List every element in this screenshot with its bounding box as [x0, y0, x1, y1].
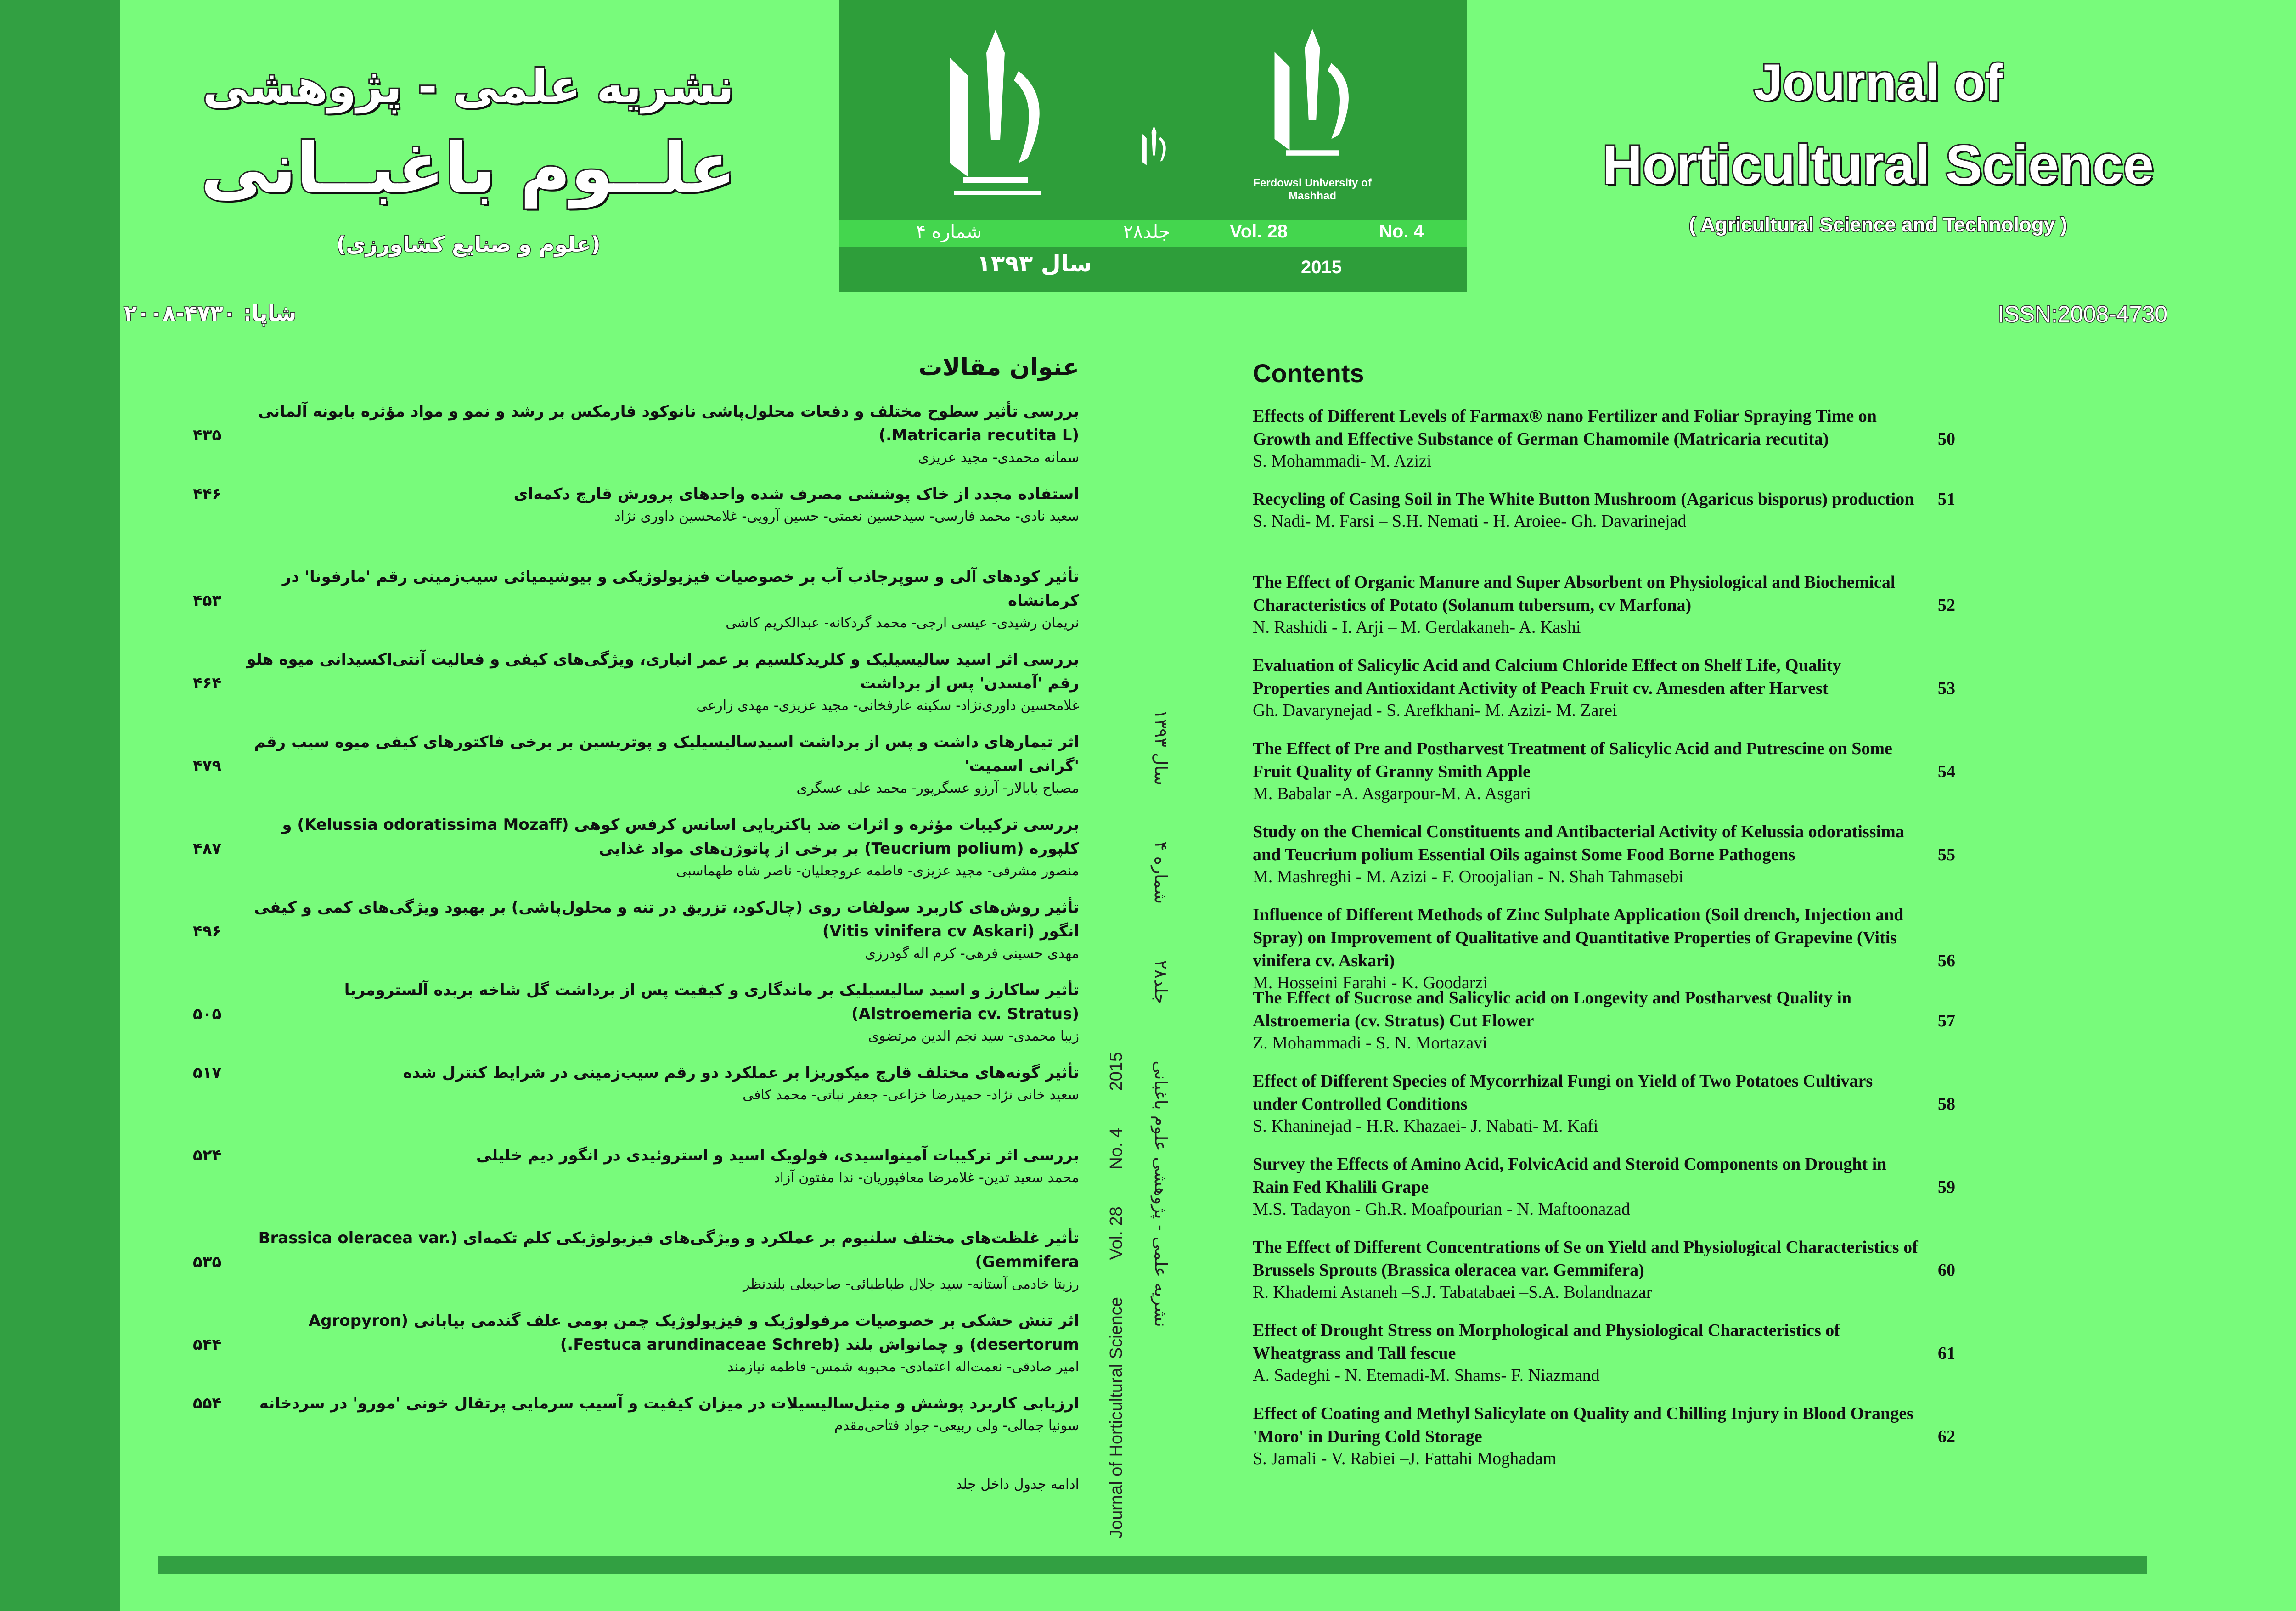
toc-entry	[193, 813, 1079, 896]
spine-fa	[1134, 317, 1171, 1327]
article-authors: رزیتا خادمی آستانه- سید جلال طباطبائی- صاحبعلی بلندنظر	[743, 1276, 1079, 1292]
toc-entry	[193, 1143, 1079, 1226]
article-authors: M. Hosseini Farahi - K. Goodarzi	[1253, 973, 1488, 992]
university-logo-icon	[936, 25, 1055, 209]
article-page-number: 59	[1938, 1177, 1955, 1197]
article-authors: M. Babalar -A. Asgarpour-M. A. Asgari	[1253, 784, 1531, 803]
article-authors: M. Mashreghi - M. Azizi - F. Oroojalian - N. Shah Tahmasebi	[1253, 867, 1684, 886]
spine-en-no: No. 4	[1107, 1127, 1126, 1170]
toc-entry	[1253, 1402, 1955, 1485]
article-page-number: 52	[1938, 596, 1955, 615]
contents-heading-fa: عنوان مقالات	[918, 354, 1079, 381]
left-color-bar	[0, 0, 120, 1611]
toc-entry	[1253, 1319, 1955, 1402]
year-fa: سال ۱۳۹۳	[977, 250, 1092, 277]
article-page-number: ۴۹۶	[193, 922, 222, 941]
article-page-number: ۴۴۶	[193, 485, 222, 503]
issn-fa: شاپا: ۴۷۳۰-۲۰۰۸	[124, 301, 297, 326]
article-authors: A. Sadeghi - N. Etemadi-M. Shams- F. Niazmand	[1253, 1366, 1600, 1385]
article-page-number: ۵۳۵	[193, 1253, 222, 1271]
article-title: Influence of Different Methods of Zinc Sulphate Application (Soil drench, Injection and Spray) on Improvement of Qualitative and Quantitative Properties of Grapevine (Vitis vinifera cv. Askari)	[1253, 905, 1904, 970]
contents-heading: Contents	[1253, 359, 1364, 388]
article-authors: سعید خانی نژاد- حمیدرضا خزاعی- جعفر نباتی- محمد کافی	[743, 1087, 1079, 1103]
journal-title-line1: Journal of	[1754, 54, 2003, 111]
issue-number-fa: شماره ۴	[916, 221, 982, 242]
article-page-number: 61	[1938, 1344, 1955, 1363]
article-title: The Effect of Organic Manure and Super Absorbent on Physiological and Biochemical Characteristics of Potato (Solanum tubersum, cv Marfona)	[1253, 573, 1896, 615]
toc-entry	[1253, 820, 1955, 903]
article-page-number: 58	[1938, 1094, 1955, 1114]
toc-entry	[1253, 488, 1955, 571]
article-page-number: ۴۳۵	[193, 426, 222, 445]
university-logo-en-icon	[1253, 25, 1372, 177]
article-authors: سعید نادی- محمد فارسی- سیدحسین نعمتی- حسین آرویی- غلامحسین داوری نژاد	[614, 508, 1079, 524]
center-banner	[839, 0, 1467, 292]
article-title: The Effect of Different Concentrations of Se on Yield and Physiological Characteristics of Brussels Sprouts (Brassica oleracea var. Gemmifera)	[1253, 1238, 1918, 1280]
article-title: تأثیر کودهای آلی و سوپرجاذب آب بر خصوصیات فیزیولوژیکی و بیوشیمیائی سیب‌زمینی رقم 'مارفونا' در کرمانشاه	[282, 568, 1079, 610]
article-page-number: 50	[1938, 429, 1955, 449]
toc-entry	[1253, 1153, 1955, 1236]
university-name: Ferdowsi University of Mashhad	[1253, 177, 1372, 202]
article-page-number: ۵۲۴	[193, 1146, 222, 1165]
article-authors: سونیا جمالی- ولی ربیعی- جواد فتاحی‌مقدم	[834, 1418, 1079, 1434]
issn-en: ISSN:2008-4730	[1998, 301, 2167, 327]
article-authors: نریمان رشیدی- عیسی ارجی- محمد گردکانه- عبدالکریم کاشی	[726, 615, 1079, 631]
article-authors: زیبا محمدی- سید نجم الدین مرتضوی	[868, 1028, 1079, 1044]
article-title: ارزیابی کاربرد پوشش و متیل‌سالیسیلات در میزان کیفیت و آسیب سرمایی پرتقال خونی 'مورو' در سردخانه	[259, 1394, 1079, 1413]
article-authors: غلامحسین داوری‌نژاد- سکینه عارفخانی- مجید عزیزی- مهدی زارعی	[696, 698, 1079, 714]
article-authors: Z. Mohammadi - S. N. Mortazavi	[1253, 1033, 1487, 1053]
article-page-number: ۵۰۵	[193, 1005, 222, 1023]
spine-fa-no: شماره ۴	[1151, 841, 1171, 904]
bottom-color-bar	[158, 1556, 2147, 1574]
article-title: Evaluation of Salicylic Acid and Calcium Chloride Effect on Shelf Life, Quality Properties and Antioxidant Activity of Peach Fruit cv. Amesden after Harvest	[1253, 656, 1841, 698]
toc-entry	[193, 565, 1079, 648]
article-title: تأثیر روش‌های کاربرد سولفات روی (چال‌کود، تزریق در تنه و محلول‌پاشی) بر بهبود ویژگی‌های کمی و کیفی انگور (Vitis vinifera cv Askari)	[254, 898, 1079, 941]
article-authors: S. Nadi- M. Farsi – S.H. Nemati - H. Aroiee- Gh. Davarinejad	[1253, 512, 1687, 531]
contents-en	[1253, 358, 1955, 1485]
journal-subtitle: ( Agricultural Science and Technology )	[1689, 214, 2067, 236]
article-page-number: ۴۶۴	[193, 674, 222, 693]
article-page-number: 62	[1938, 1427, 1955, 1446]
toc-entry	[1253, 405, 1955, 488]
article-page-number: ۴۷۹	[193, 757, 222, 775]
issue-number-en: No. 4	[1379, 221, 1424, 242]
article-page-number: ۵۱۷	[193, 1064, 222, 1082]
article-title: Study on the Chemical Constituents and Antibacterial Activity of Kelussia odoratissima and Teucrium polium Essential Oils against Some Food Borne Pathogens	[1253, 822, 1904, 864]
article-title: Recycling of Casing Soil in The White Button Mushroom (Agaricus bisporus) production	[1253, 490, 1914, 509]
article-authors: محمد سعید تدین- غلامرضا معافپوریان- ندا مفتون آزاد	[774, 1170, 1079, 1186]
journal-title-line2: Horticultural Science	[1602, 134, 2154, 196]
journal-title-fa-line1: نشریه علمی - پژوهشی	[203, 60, 734, 113]
year-en: 2015	[1301, 257, 1342, 277]
article-authors: سمانه محمدی- مجید عزیزی	[918, 450, 1079, 466]
toc-entry	[193, 978, 1079, 1061]
article-title: تأثیر غلظت‌های مختلف سلنیوم بر عملکرد و ویژگی‌های فیزیولوژیکی کلم تکمه‌ای (Brassica oleracea var. Gemmifera)	[258, 1229, 1079, 1271]
article-authors: R. Khademi Astaneh –S.J. Tabatabaei –S.A. Bolandnazar	[1253, 1283, 1652, 1302]
spine-en-vol: Vol. 28	[1107, 1206, 1126, 1260]
article-page-number: 54	[1938, 762, 1955, 781]
article-authors: S. Mohammadi- M. Azizi	[1253, 451, 1432, 471]
article-title: The Effect of Pre and Postharvest Treatment of Salicylic Acid and Putrescine on Some Fruit Quality of Granny Smith Apple	[1253, 739, 1892, 781]
article-page-number: 53	[1938, 679, 1955, 698]
spine-en-title: Journal of Horticultural Science	[1107, 1297, 1126, 1538]
article-title: Effect of Coating and Methyl Salicylate on Quality and Chilling Injury in Blood Oranges 'Moro' in During Cold Storage	[1253, 1404, 1913, 1446]
article-authors: S. Jamali - V. Rabiei –J. Fattahi Moghadam	[1253, 1449, 1557, 1468]
volume-fa: جلد۲۸	[1123, 221, 1170, 242]
spine-en-year: 2015	[1107, 1052, 1126, 1091]
article-page-number: 51	[1938, 490, 1955, 509]
article-title: بررسی اثر ترکیبات آمینواسیدی، فولویک اسید و استروئیدی در انگور دیم خلیلی	[476, 1146, 1079, 1165]
toc-entry	[1253, 903, 1955, 992]
article-title: Effects of Different Levels of Farmax® nano Fertilizer and Foliar Spraying Time on Growth and Effective Substance of German Chamomile (Matricaria recutita)	[1253, 406, 1877, 449]
article-authors: مهدی حسینی فرهی- کرم اله گودرزی	[865, 946, 1079, 962]
toc-entry	[1253, 986, 1955, 1070]
toc-entry	[1253, 1236, 1955, 1319]
toc-entry	[1253, 654, 1955, 737]
article-title: بررسی تأثیر سطوح مختلف و دفعات محلول‌پاشی نانوکود فارمکس بر رشد و نمو و مواد مؤثره بابونه آلمانی (Matricaria recutita L.)	[258, 402, 1079, 445]
article-page-number: ۵۵۴	[193, 1394, 222, 1413]
article-page-number: 56	[1938, 951, 1955, 970]
article-page-number: 57	[1938, 1011, 1955, 1031]
small-logo-icon	[1138, 124, 1170, 175]
toc-entry	[193, 648, 1079, 730]
article-title: The Effect of Sucrose and Salicylic acid on Longevity and Postharvest Quality in Alstroemeria (cv. Stratus) Cut Flower	[1253, 988, 1852, 1031]
article-title: استفاده مجدد از خاک پوششی مصرف شده واحدهای پرورش قارچ دکمه‌ای	[513, 485, 1079, 503]
spine-fa-vol: جلد۲۸	[1151, 960, 1171, 1005]
article-authors: مصباح بابالار- آرزو عسگرپور- محمد علی عسگری	[796, 780, 1079, 796]
article-title: اثر تنش خشکی بر خصوصیات مرفولوژیک و فیزیولوژیک چمن بومی علف گندمی بیابانی (Agropyron desertorum) و چمانواش بلند (Festuca arundinaceae Schreb.)	[308, 1312, 1079, 1354]
article-page-number: ۴۵۳	[193, 591, 222, 610]
article-title: بررسی اثر اسید سالیسیلیک و کلریدکلسیم بر عمر انباری، ویژگی‌های کیفی و فعالیت آنتی‌اکسیدانی میوه هلو رقم 'آمسدن' پس از برداشت	[246, 650, 1079, 693]
article-title: تأثیر ساکارز و اسید سالیسیلیک بر ماندگاری و کیفیت پس از برداشت گل شاخه بریده آلسترومریا (Alstroemeria cv. Stratus)	[344, 981, 1079, 1023]
toc-entry	[193, 1309, 1079, 1391]
spine-fa-title: نشریه علمی - پژوهشی علوم باغبانی	[1151, 1060, 1171, 1327]
article-title: اثر تیمارهای داشت و پس از برداشت اسیدسالیسیلیک و پوتریسین بر برخی فاکتورهای کیفی میوه سیب رقم 'گرانی اسمیت'	[254, 733, 1079, 775]
toc-entry	[193, 400, 1079, 482]
volume-en: Vol. 28	[1230, 221, 1288, 242]
article-authors: N. Rashidi - I. Arji – M. Gerdakaneh- A. Kashi	[1253, 618, 1581, 637]
article-page-number: 55	[1938, 845, 1955, 864]
toc-entry	[1253, 737, 1955, 820]
article-title: بررسی ترکیبات مؤثره و اثرات ضد باکتریایی اسانس کرفس کوهی (Kelussia odoratissima Mozaff) و کلپوره (Teucrium polium) بر برخی از پاتوژن‌های مواد غذایی	[282, 816, 1079, 858]
article-title: Effect of Drought Stress on Morphological and Physiological Characteristics of Wheatgrass and Tall fescue	[1253, 1321, 1840, 1363]
toc-entry	[193, 482, 1079, 565]
toc-entry	[1253, 571, 1955, 654]
article-title: Effect of Different Species of Mycorrhizal Fungi on Yield of Two Potatoes Cultivars under Controlled Conditions	[1253, 1071, 1873, 1114]
continued-note: ادامه جدول داخل جلد	[956, 1476, 1079, 1493]
toc-entry	[193, 1061, 1079, 1143]
article-title: Survey the Effects of Amino Acid, FolvicAcid and Steroid Components on Drought in Rain Fed Khalili Grape	[1253, 1155, 1887, 1197]
article-page-number: ۵۴۴	[193, 1335, 222, 1354]
article-page-number: ۴۸۷	[193, 839, 222, 858]
article-authors: S. Khaninejad - H.R. Khazaei- J. Nabati- M. Kafi	[1253, 1116, 1598, 1136]
article-authors: Gh. Davarynejad - S. Arefkhani- M. Azizi- M. Zarei	[1253, 701, 1617, 720]
article-authors: منصور مشرقی- مجید عزیزی- فاطمه عروجعلیان- ناصر شاه طهماسبی	[676, 863, 1079, 879]
journal-title-fa-line2: علــوم باغبــانی	[201, 129, 736, 208]
toc-entry	[193, 1226, 1079, 1309]
contents-fa	[193, 354, 1079, 1495]
toc-entry	[193, 1391, 1079, 1474]
article-authors: امیر صادقی- نعمت‌اله اعتمادی- محبوبه شمس- فاطمه نیازمند	[727, 1359, 1079, 1375]
article-title: تأثیر گونه‌های مختلف قارچ میکوریزا بر عملکرد دو رقم سیب‌زمینی در شرایط کنترل شده	[403, 1064, 1079, 1082]
article-page-number: 60	[1938, 1261, 1955, 1280]
spine-fa-year: سال ۱۳۹۳	[1151, 710, 1171, 786]
toc-entry	[1253, 1070, 1955, 1153]
journal-subtitle-fa: (علوم و صنایع کشاورزی)	[336, 232, 601, 257]
toc-entry	[193, 896, 1079, 978]
toc-entry	[193, 730, 1079, 813]
article-authors: M.S. Tadayon - Gh.R. Moafpourian - N. Maftoonazad	[1253, 1200, 1630, 1219]
